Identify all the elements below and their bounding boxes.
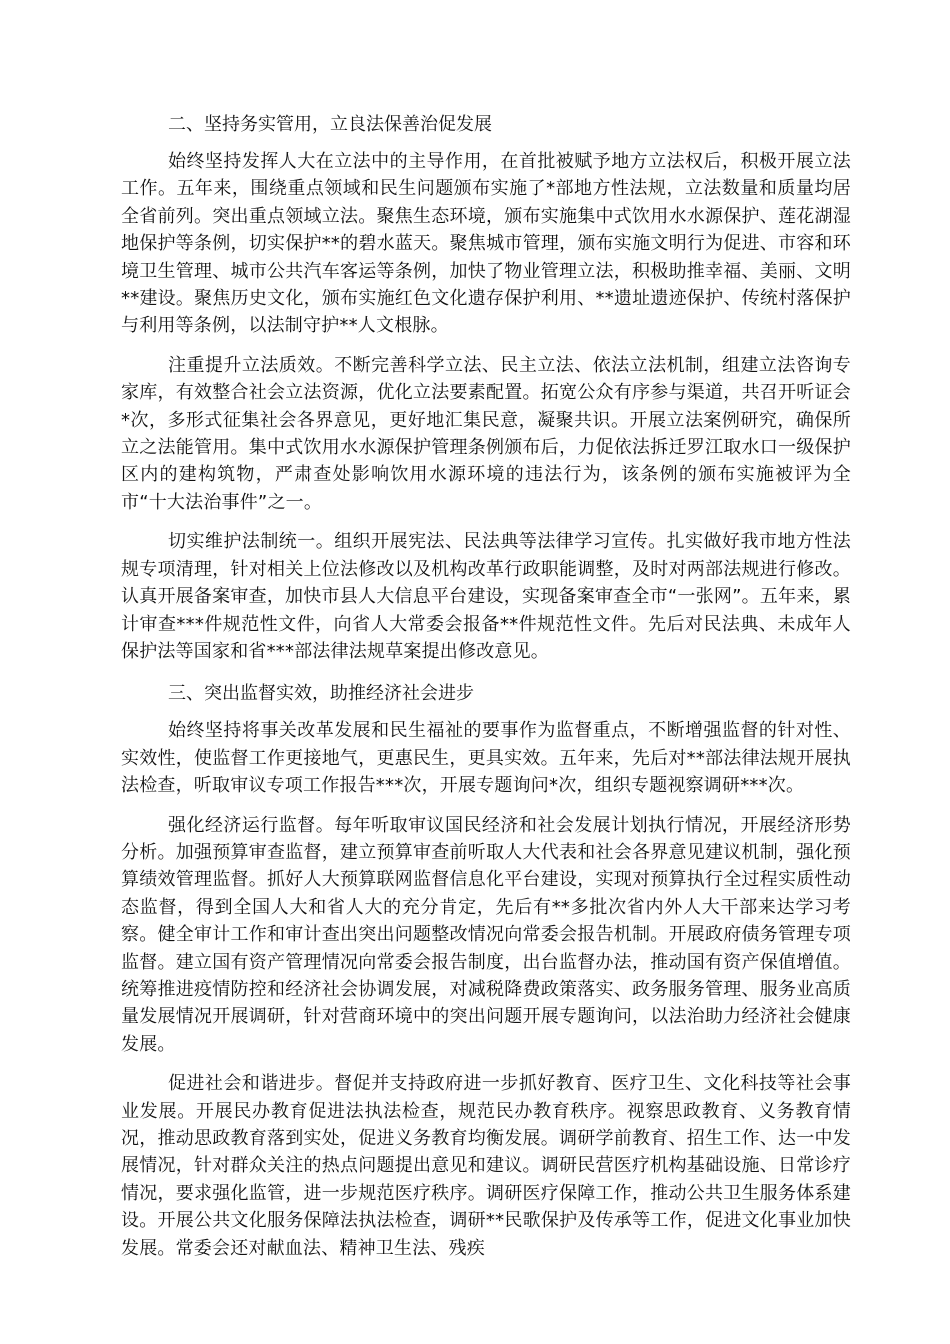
section-heading-supervision: 三、突出监督实效，助推经济社会进步: [168, 683, 474, 705]
paragraph-legal-unity: 切实维护法制统一。组织开展宪法、民法典等法律学习宣传。扎实做好我市地方性法规专项清理，针对相关上位法修改以及机构改革行政职能调整，及时对两部法规进行修改。认真开展备案审查，加快市县人大信息平台建设，实现备案审查全市“一张网”。五年来，累计审查***件规范性文件，向省人大常委会报备**件规范性文件。先后对民法典、未成年人保护法等国家和省***部法律法规草案提出修改意见。: [121, 531, 851, 662]
section-heading-legislation: 二、坚持务实管用，立良法保善治促发展: [168, 114, 492, 135]
paragraph-social-harmony: 促进社会和谐进步。督促并支持政府进一步抓好教育、医疗卫生、文化科技等社会事业发展。开展民办教育促进法执法检查，规范民办教育秩序。视察思政教育、义务教育情况，推动思政教育落到实处，促进义务教育均衡发展。调研学前教育、招生工作、达一中发展情况，针对群众关注的热点问题提出意见和建议。调研民营医疗机构基础设施、日常诊疗情况，要求强化监管，进一步规范医疗秩序。调研医疗保障工作，推动公共卫生服务体系建设。开展公共文化服务保障法执法检查，调研**民歌保护及传承等工作，促进文化事业加快发展。常委会还对献血法、精神卫生法、残疾: [121, 1073, 851, 1259]
paragraph-economic-supervision: 强化经济运行监督。每年听取审议国民经济和社会发展计划执行情况，开展经济形势分析。加强预算审查监督，建立预算审查前听取人大代表和社会各界意见建议机制，强化预算绩效管理监督。抓好人大预算联网监督信息化平台建设，实现对预算执行全过程实质性动态监督，得到全国人大和省人大的充分肯定，先后有**多批次省内外人大干部来达学习考察。健全审计工作和审计查出突出问题整改情况向常委会报告机制。开展政府债务管理专项监督。建立国有资产管理情况向常委会报告制度，出台监督办法，推动国有资产保值增值。统筹推进疫情防控和经济社会协调发展，对减税降费政策落实、政务服务管理、服务业高质量发展情况开展调研，针对营商环境中的突出问题开展专题询问，以法治助力经济社会健康发展。: [121, 814, 851, 1055]
paragraph-legislation-quality: 注重提升立法质效。不断完善科学立法、民主立法、依法立法机制，组建立法咨询专家库，有效整合社会立法资源，优化立法要素配置。拓宽公众有序参与渠道，共召开听证会*次，多形式征集社会各界意见，更好地汇集民意，凝聚共识。开展立法案例研究，确保所立之法能管用。集中式饮用水水源保护管理条例颁布后，力促依法拆迁罗江取水口一级保护区内的建构筑物，严肃查处影响饮用水源环境的违法行为，该条例的颁布实施被评为全市“十大法治事件”之一。: [121, 354, 851, 513]
document-body: [121, 108, 851, 1274]
paragraph-legislation-leading-role: 始终坚持发挥人大在立法中的主导作用，在首批被赋予地方立法权后，积极开展立法工作。五年来，围绕重点领域和民生问题颁布实施了*部地方性法规，立法数量和质量均居全省前列。突出重点领域立法。聚焦生态环境，颁布实施集中式饮用水水源保护、莲花湖湿地保护等条例，切实保护**的碧水蓝天。聚焦城市管理，颁布实施文明行为促进、市容和环境卫生管理、城市公共汽车客运等条例，加快了物业管理立法，积极助推幸福、美丽、文明**建设。聚焦历史文化，颁布实施红色文化遗存保护利用、**遗址遗迹保护、传统村落保护与利用等条例，以法制守护**人文根脉。: [121, 151, 851, 337]
paragraph-supervision-focus: 始终坚持将事关改革发展和民生福祉的要事作为监督重点，不断增强监督的针对性、实效性，使监督工作更接地气，更惠民生，更具实效。五年来，先后对**部法律法规开展执法检查，听取审议专项工作报告***次，开展专题询问*次，组织专题视察调研***次。: [121, 720, 851, 797]
